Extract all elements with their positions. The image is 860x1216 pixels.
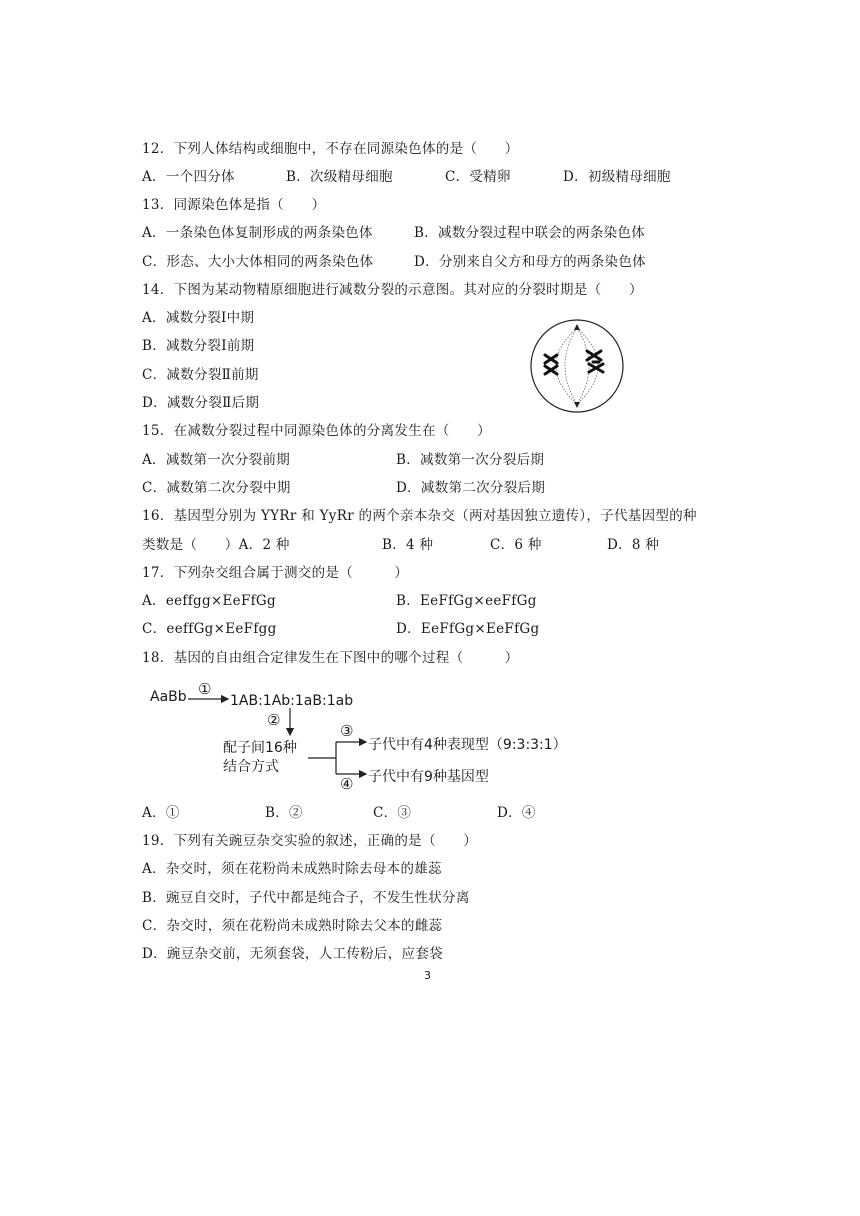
diagram-arrows	[140, 680, 470, 800]
step-2-label: ②	[267, 711, 281, 729]
step-4-label: ④	[340, 775, 354, 793]
gamete-ratio: 1AB:1Ab:1aB:1ab	[230, 693, 354, 709]
combination-text-line2: 结合方式	[223, 759, 279, 775]
page-number: 3	[424, 969, 431, 982]
q15-option-c: C．减数第二次分裂中期	[142, 480, 291, 496]
q12-stem: 12．下列人体结构或细胞中，不存在同源染色体的是（ ）	[142, 141, 519, 157]
q15-option-d: D．减数第二次分裂后期	[396, 480, 546, 496]
q19-option-d: D．豌豆杂交前，无须套袋，人工传粉后，应套袋	[142, 946, 443, 962]
q13-option-b: B．减数分裂过程中联会的两条染色体	[414, 225, 646, 241]
q16-option-b: B．4 种	[382, 537, 434, 553]
step-3-label: ③	[340, 722, 354, 740]
q19-option-c: C．杂交时，须在花粉尚未成熟时除去父本的雌蕊	[142, 918, 443, 934]
q13-stem: 13．同源染色体是指（ ）	[142, 197, 326, 213]
q16-stem-continued-option-a: 类数是（ ）A．2 种	[142, 537, 290, 553]
q13-option-a: A．一条染色体复制形成的两条染色体	[142, 225, 373, 241]
step-1-label: ①	[198, 680, 212, 698]
q17-option-a: A．eeffgg×EeFfGg	[142, 593, 276, 609]
q19-option-a: A．杂交时，须在花粉尚未成熟时除去母本的雄蕊	[142, 861, 442, 877]
q14-option-b: B．减数分裂Ⅰ前期	[142, 338, 255, 354]
q15-option-b: B．减数第一次分裂后期	[396, 452, 545, 468]
q14-option-c: C．减数分裂Ⅱ前期	[142, 367, 259, 383]
q14-option-d: D．减数分裂Ⅱ后期	[142, 395, 260, 411]
q18-option-b: B．②	[265, 805, 303, 821]
q15-stem: 15．在减数分裂过程中同源染色体的分离发生在（ ）	[142, 423, 491, 439]
q12-option-c: C．受精卵	[445, 169, 511, 185]
q18-stem: 18．基因的自由组合定律发生在下图中的哪个过程（ ）	[142, 650, 519, 666]
q17-stem: 17．下列杂交组合属于测交的是（ ）	[142, 565, 409, 581]
q12-option-d: D．初级精母细胞	[563, 169, 671, 185]
q16-option-d: D．8 种	[607, 537, 660, 553]
q16-stem: 16．基因型分别为 YYRr 和 YyRr 的两个亲本杂交（两对基因独立遗传），子代基因型的种	[142, 508, 697, 524]
q14-option-a: A．减数分裂Ⅰ中期	[142, 310, 255, 326]
q19-stem: 19．下列有关豌豆杂交实验的叙述，正确的是（ ）	[142, 833, 478, 849]
q16-option-c: C．6 种	[490, 537, 542, 553]
q17-option-d: D．EeFfGg×EeFfGg	[396, 621, 540, 637]
q12-option-a: A．一个四分体	[142, 169, 235, 185]
q18-option-a: A．①	[142, 805, 180, 821]
q13-option-d: D．分别来自父方和母方的两条染色体	[414, 254, 646, 270]
parent-genotype: AaBb	[150, 689, 187, 705]
q15-option-a: A．减数第一次分裂前期	[142, 452, 291, 468]
q17-option-b: B．EeFfGg×eeFfGg	[396, 593, 537, 609]
q12-option-b: B．次级精母细胞	[286, 169, 393, 185]
q18-option-d: D．④	[497, 805, 536, 821]
meiosis-cell-figure	[527, 318, 627, 414]
q19-option-b: B．豌豆自交时，子代中都是纯合子，不发生性状分离	[142, 890, 470, 906]
q17-option-c: C．eeffGg×EeFfgg	[142, 621, 277, 637]
q13-option-c: C．形态、大小大体相同的两条染色体	[142, 254, 374, 270]
q14-stem: 14．下图为某动物精原细胞进行减数分裂的示意图。其对应的分裂时期是（ ）	[142, 282, 643, 298]
combination-text-line1: 配子间16种	[223, 740, 297, 756]
genotype-result: 子代中有9种基因型	[368, 769, 489, 785]
phenotype-result: 子代中有4种表现型（9:3:3:1）	[368, 737, 567, 753]
q18-option-c: C．③	[373, 805, 412, 821]
